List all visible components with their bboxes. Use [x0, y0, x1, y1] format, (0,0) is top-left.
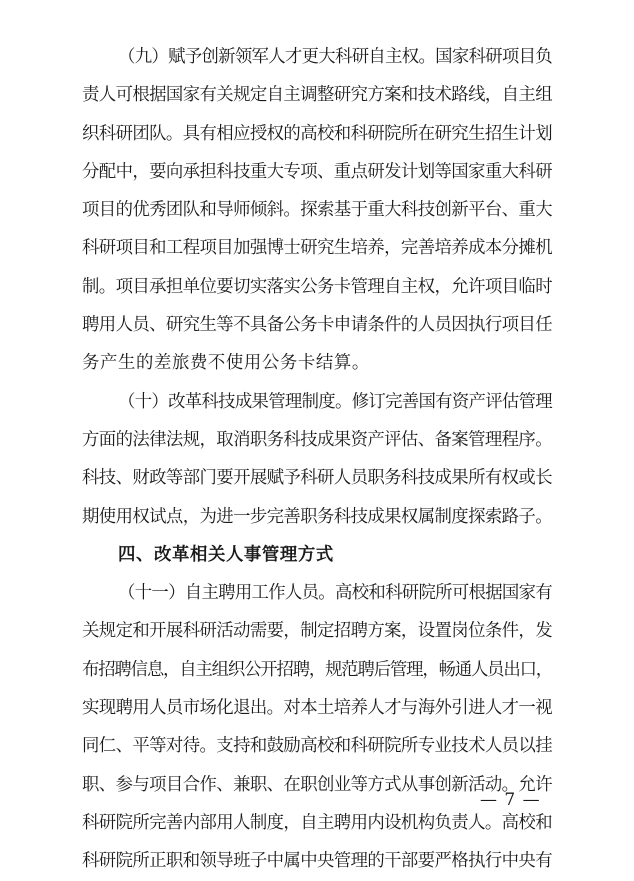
paragraph-11-line-3: 布招聘信息，自主组织公开招聘，规范聘后管理，畅通人员出口，	[82, 659, 552, 680]
paragraph-10-line-2: 方面的法律法规，取消职务科技成果资产评估、备案管理程序。	[82, 429, 552, 450]
paragraph-10-line-4: 期使用权试点，为进一步完善职务科技成果权属制度探索路子。	[82, 506, 552, 527]
paragraph-10-line-1: （十）改革科技成果管理制度。修订完善国有资产评估管理	[118, 391, 552, 412]
paragraph-9-line-6: 科研项目和工程项目加强博士研究生培养，完善培养成本分摊机	[82, 238, 552, 259]
paragraph-9-line-2: 责人可根据国家有关规定自主调整研究方案和技术路线，自主组	[82, 85, 552, 106]
paragraph-11-line-1: （十一）自主聘用工作人员。高校和科研院所可根据国家有	[118, 583, 552, 604]
paragraph-9-line-3: 织科研团队。具有相应授权的高校和科研院所在研究生招生计划	[82, 123, 552, 144]
paragraph-11-line-5: 同仁、平等对待。支持和鼓励高校和科研院所专业技术人员以挂	[82, 736, 552, 757]
paragraph-10-line-3: 科技、财政等部门要开展赋予科研人员职务科技成果所有权或长	[82, 468, 552, 489]
paragraph-9-line-8: 聘用人员、研究生等不具备公务卡申请条件的人员因执行项目任	[82, 315, 552, 336]
page-number: — 7 —	[480, 790, 541, 810]
paragraph-11-line-6: 职、参与项目合作、兼职、在职创业等方式从事创新活动。允许	[82, 774, 552, 795]
body-text	[82, 38, 552, 881]
paragraph-9-line-7: 制。项目承担单位要切实落实公务卡管理自主权，允许项目临时	[82, 276, 552, 297]
paragraph-11-line-2: 关规定和开展科研活动需要，制定招聘方案，设置岗位条件，发	[82, 621, 552, 642]
paragraph-9-line-4: 分配中，要向承担科技重大专项、重点研发计划等国家重大科研	[82, 161, 552, 182]
paragraph-9-line-5: 项目的优秀团队和导师倾斜。探索基于重大科技创新平台、重大	[82, 200, 552, 221]
paragraph-11-line-4: 实现聘用人员市场化退出。对本土培养人才与海外引进人才一视	[82, 698, 552, 719]
paragraph-9-line-1: （九）赋予创新领军人才更大科研自主权。国家科研项目负	[118, 47, 552, 67]
paragraph-9-line-9: 务产生的差旅费不使用公务卡结算。	[82, 353, 370, 374]
section-heading: 四、改革相关人事管理方式	[118, 544, 334, 565]
paragraph-11-line-7: 科研院所完善内部用人制度，自主聘用内设机构负责人。高校和	[82, 812, 552, 833]
paragraph-11-line-8: 科研院所正职和领导班子中属中央管理的干部要严格执行中央有	[82, 851, 552, 872]
